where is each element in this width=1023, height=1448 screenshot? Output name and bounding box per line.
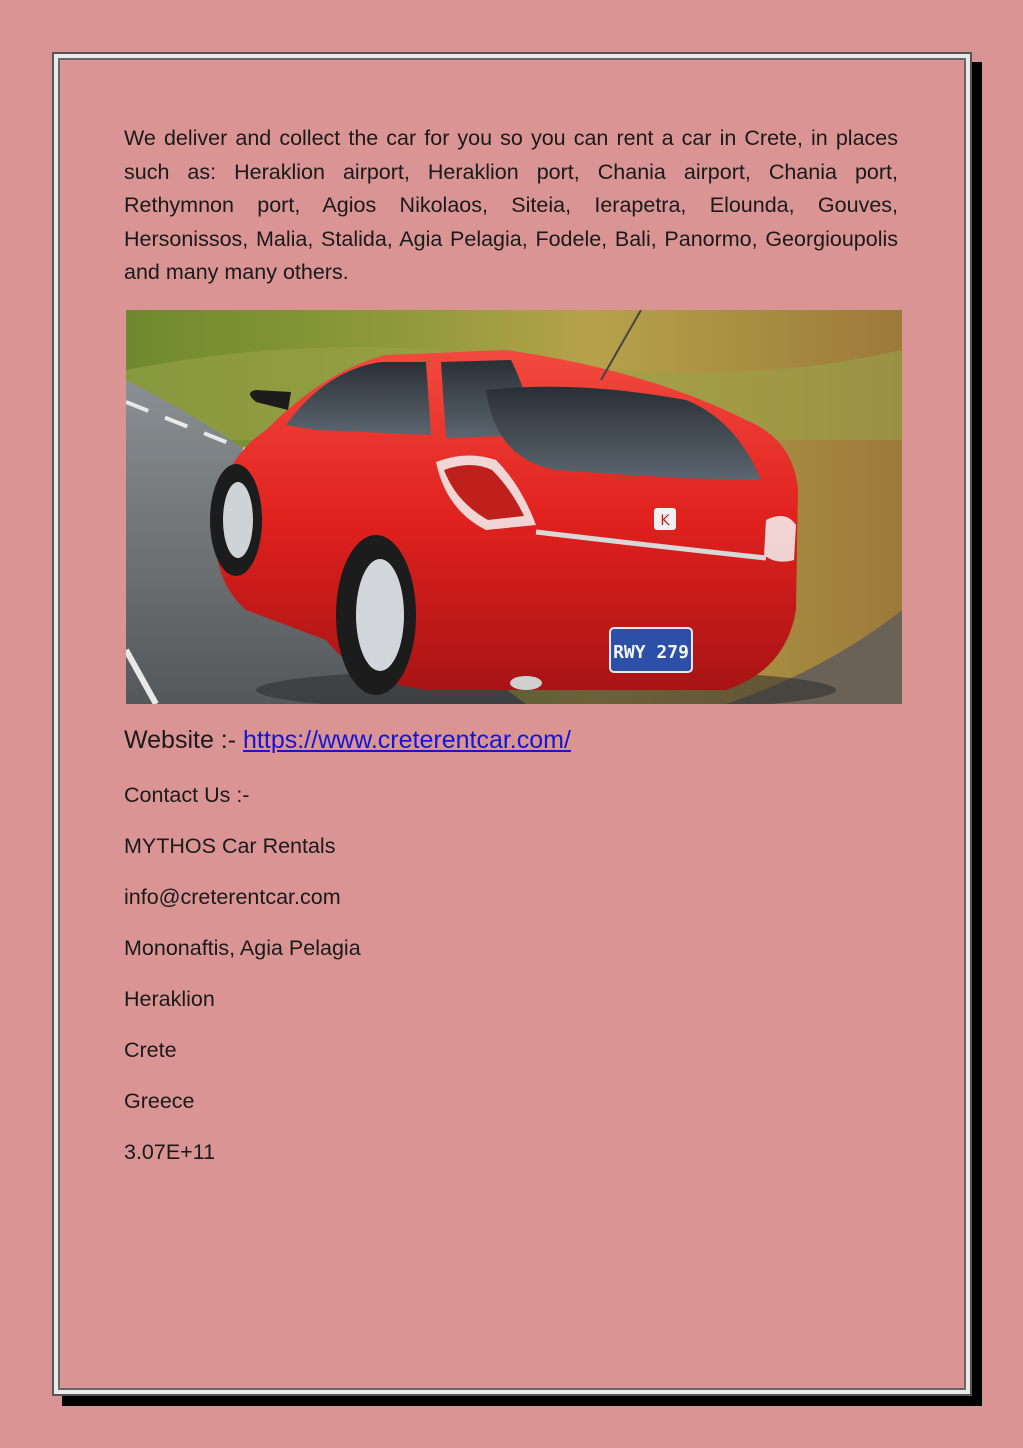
document-content bbox=[124, 122, 898, 1164]
red-car-photo bbox=[126, 310, 902, 704]
plate-text: RWY 279 bbox=[613, 642, 689, 663]
address-line: Mononaftis, Agia Pelagia bbox=[124, 936, 361, 960]
address-region: Crete bbox=[124, 1038, 177, 1062]
intro-paragraph: We deliver and collect the car for you so you can rent a car in Crete, in places such as: Heraklion airport, Heraklion port, Chania airport, Chania port, Rethymnon port, Agios Nikolaos, Siteia, Ierapetra, Elounda, Gouves, Hersonissos, Malia, Stalida, Agia Pelagia, Fodele, Bali, Panormo, Georgioupolis and many many others. bbox=[124, 126, 898, 285]
car-illustration bbox=[126, 310, 902, 704]
company-name: MYTHOS Car Rentals bbox=[124, 834, 336, 858]
address-city: Heraklion bbox=[124, 987, 215, 1011]
contact-phone: 3.07E+11 bbox=[124, 1140, 216, 1164]
website-link[interactable]: https://www.creterentcar.com/ bbox=[243, 726, 571, 754]
website-label: Website :- bbox=[124, 726, 244, 754]
contact-details bbox=[124, 782, 361, 1190]
contact-heading: Contact Us :- bbox=[124, 783, 250, 807]
contact-email: info@creterentcar.com bbox=[124, 885, 341, 909]
svg-text:K: K bbox=[660, 513, 670, 529]
website-line bbox=[124, 722, 571, 758]
address-country: Greece bbox=[124, 1089, 195, 1113]
